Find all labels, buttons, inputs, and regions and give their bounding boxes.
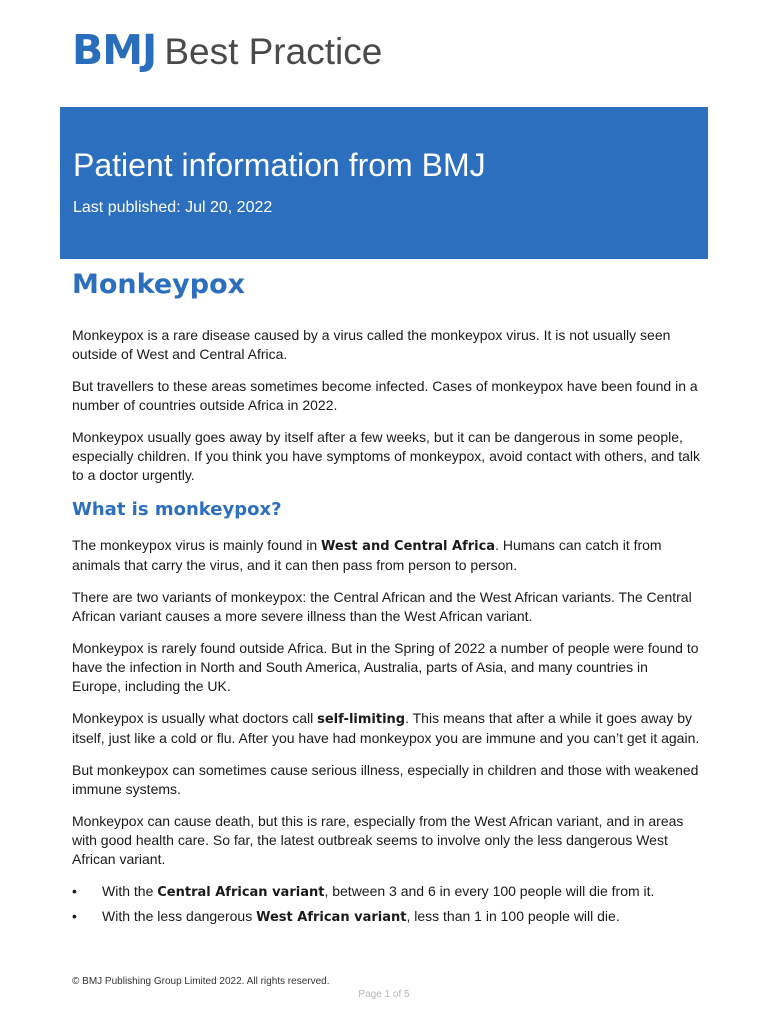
bullet-icon: • — [72, 883, 77, 899]
bold-term: self-limiting — [317, 712, 406, 727]
list-item: • With the less dangerous West African variant, less than 1 in 100 people will die. — [72, 908, 620, 925]
mortality-bullet-list — [72, 882, 700, 927]
section-paragraph-6: Monkeypox can cause death, but this is rare, especially from the West African variant, and in areas with good health care. So far, the latest outbreak seems to involve only the less dangerous West African variant. — [72, 813, 684, 867]
bold-term: West and Central Africa — [321, 539, 496, 554]
bmj-best-practice-logo — [72, 26, 382, 74]
logo-bmj-text: BMJ — [72, 26, 157, 74]
article-content — [72, 266, 700, 932]
section-heading: What is monkeypox? — [72, 499, 282, 520]
intro-paragraph-3: Monkeypox usually goes away by itself after a few weeks, but it can be dangerous in some people, especially children. If you think you have symptoms of monkeypox, avoid contact with others, and talk to a doctor urgently. — [72, 429, 700, 483]
intro-paragraph-2: But travellers to these areas sometimes become infected. Cases of monkeypox have been found in a number of countries outside Africa in 2022. — [72, 378, 698, 413]
bullet-icon: • — [72, 908, 77, 924]
page-number: Page 1 of 5 — [358, 989, 410, 1000]
bold-term: Central African variant — [157, 885, 325, 900]
section-paragraph-3: Monkeypox is rarely found outside Africa. But in the Spring of 2022 a number of people were found to have the infection in North and South America, Australia, parts of Asia, and many countries in Europe, including the UK. — [72, 640, 699, 694]
section-paragraph-5: But monkeypox can sometimes cause serious illness, especially in children and those with weakened immune systems. — [72, 762, 699, 797]
section-paragraph-4: Monkeypox is usually what doctors call self-limiting. This means that after a while it goes away by itself, just like a cold or flu. After you have had monkeypox you are immune and you can’t get it again. — [72, 710, 700, 746]
logo-product-text: Best Practice — [164, 31, 383, 72]
bold-term: West African variant — [256, 910, 407, 925]
last-published-date: Last published: Jul 20, 2022 — [73, 199, 273, 216]
patient-info-banner — [60, 107, 708, 259]
list-item: • With the Central African variant, between 3 and 6 in every 100 people will die from it. — [72, 883, 655, 900]
intro-paragraph-1: Monkeypox is a rare disease caused by a virus called the monkeypox virus. It is not usually seen outside of West and Central Africa. — [72, 327, 671, 362]
section-paragraph-2: There are two variants of monkeypox: the Central African and the West African variants. The Central African variant causes a more severe illness than the West African variant. — [72, 589, 692, 624]
article-title: Monkeypox — [72, 269, 246, 300]
section-paragraph-1: The monkeypox virus is mainly found in West and Central Africa. Humans can catch it from animals that carry the virus, and it can then pass from person to person. — [72, 537, 662, 573]
banner-title: Patient information from BMJ — [73, 147, 486, 183]
copyright-notice: © BMJ Publishing Group Limited 2022. All rights reserved. — [72, 976, 330, 987]
